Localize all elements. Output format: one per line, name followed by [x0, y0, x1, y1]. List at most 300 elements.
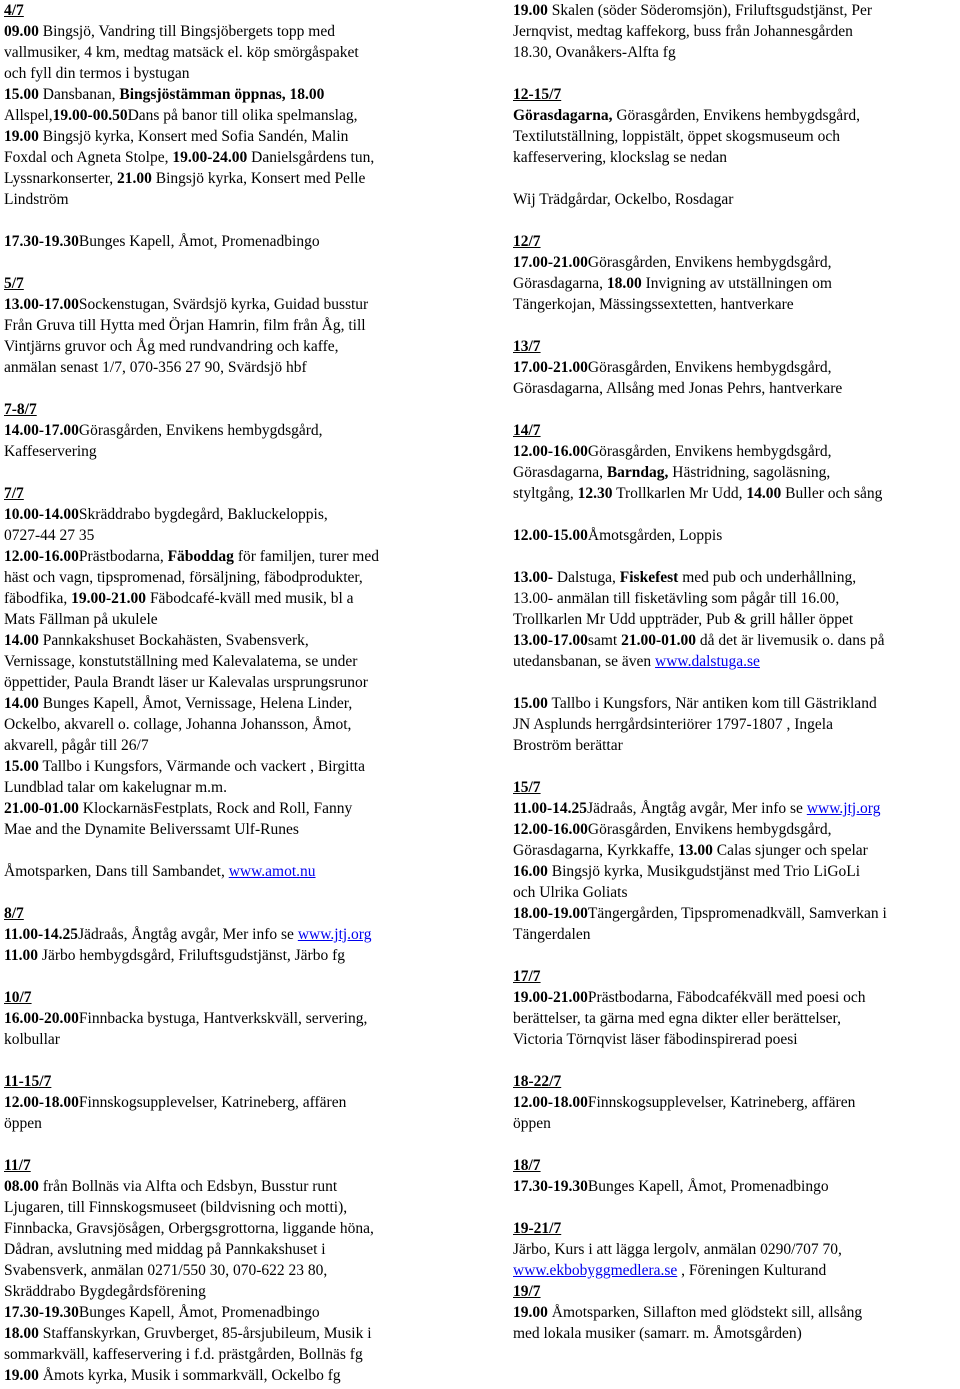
- event-text: och fyll din termos i bystugan: [4, 65, 190, 82]
- time-label: 18.00-19.00: [513, 905, 588, 922]
- event-line: [4, 357, 466, 378]
- web-link[interactable]: www.jtj.org: [806, 800, 881, 817]
- event-text: Görasdagarna,: [513, 464, 607, 481]
- event-line: [4, 1176, 466, 1197]
- event-text: Vintjärns gruvor och Åg med rundvandring och kaffe,: [4, 338, 339, 355]
- event-text: Bingsjö kyrka, Konsert med Pelle: [151, 170, 366, 187]
- event-text: Tängergården, Tipspromenadkväll, Samverkan i: [587, 905, 887, 922]
- event-text: berättelser, ta gärna med egna dikter eller berättelser,: [513, 1010, 841, 1027]
- event-text: Finnskogsupplevelser, Katrineberg, affären: [78, 1094, 347, 1111]
- date-heading: 15/7: [513, 779, 541, 796]
- event-text: styltgång,: [513, 485, 578, 502]
- event-text: Mats Fällman på ukulele: [4, 611, 158, 628]
- event-line: [513, 105, 959, 126]
- spacer: [4, 840, 466, 861]
- time-label: 19.00-24.00: [172, 149, 248, 166]
- event-text: anmälan senast 1/7, 070-356 27 90, Svärdsjö hbf: [4, 359, 307, 376]
- spacer: [4, 462, 466, 483]
- event-line: [513, 798, 959, 819]
- event-line: [513, 462, 959, 483]
- event-line: [513, 861, 959, 882]
- time-label: 19.00: [513, 1304, 548, 1321]
- event-line: [513, 525, 959, 546]
- event-text: Broström berättar: [513, 737, 623, 754]
- spacer: [513, 546, 959, 567]
- event-line: [4, 945, 466, 966]
- event-text: Hästridning, sagoläsning,: [668, 464, 831, 481]
- event-line: [4, 777, 466, 798]
- event-text: vallmusiker, 4 km, medtag matsäck el. köp smörgåspaket: [4, 44, 359, 61]
- event-line: [513, 567, 959, 588]
- event-line: [4, 1323, 466, 1344]
- event-line: [4, 924, 466, 945]
- time-label: 10.00-14.00: [4, 506, 79, 523]
- event-text: Från Gruva till Hytta med Örjan Hamrin, film från Åg, till: [4, 317, 366, 334]
- spacer: [513, 399, 959, 420]
- event-line: [513, 714, 959, 735]
- event-line: [4, 315, 466, 336]
- event-text: Fäbodcafé-kväll med musik, bl a: [146, 590, 354, 607]
- event-line: [513, 294, 959, 315]
- event-line: [4, 609, 466, 630]
- event-text: Åmotsparken, Sillafton med glödstekt sill, allsång: [547, 1304, 863, 1321]
- event-block: [513, 1155, 959, 1197]
- event-text: Jernqvist, medtag kaffekorg, buss från Johannesgården: [513, 23, 853, 40]
- event-line: [4, 651, 466, 672]
- date-heading: 13/7: [513, 338, 541, 355]
- event-text: Prästbodarna,: [78, 548, 168, 565]
- event-block: [513, 0, 959, 63]
- spacer: [4, 882, 466, 903]
- event-block: [513, 336, 959, 399]
- time-label: 18.00: [606, 275, 642, 292]
- event-line: [4, 1344, 466, 1365]
- event-line: [513, 378, 959, 399]
- event-text: öppen: [513, 1115, 551, 1132]
- event-block: [4, 273, 466, 378]
- event-line: [4, 84, 466, 105]
- event-line: [4, 441, 466, 462]
- event-line: [4, 147, 466, 168]
- event-text: Tallbo i Kungsfors, Värmande och vackert , Birgitta: [38, 758, 365, 775]
- event-text: öppettider, Paula Brandt läser ur Kalevalas ursprungsrunor: [4, 674, 368, 691]
- time-label: 12.00-18.00: [4, 1094, 79, 1111]
- spacer: [4, 1134, 466, 1155]
- time-label: 21.00-01.00: [4, 800, 79, 817]
- event-line: [513, 609, 959, 630]
- event-text: Lindström: [4, 191, 69, 208]
- spacer: [513, 63, 959, 84]
- event-text: Görasdagarna, Kyrkkaffe,: [513, 842, 678, 859]
- event-text: Görasgården, Envikens hembygdsgård,: [587, 821, 832, 838]
- time-label: 17.00-21.00: [513, 359, 588, 376]
- spacer: [4, 966, 466, 987]
- date-heading: 18-22/7: [513, 1073, 562, 1090]
- event-line: [4, 294, 466, 315]
- event-text: Foxdal och Agneta Stolpe,: [4, 149, 173, 166]
- event-text: Dans på banor till olika spelmanslag,: [127, 107, 358, 124]
- event-line: [513, 840, 959, 861]
- event-line: [4, 63, 466, 84]
- time-label: 17.30-19.30: [4, 1304, 79, 1321]
- event-text: Svabensverk, anmälan 0271/550 30, 070-622 23 80,: [4, 1262, 328, 1279]
- time-label: 16.00-20.00: [4, 1010, 79, 1027]
- date-heading: 11-15/7: [4, 1073, 52, 1090]
- event-block: [513, 189, 959, 210]
- event-text: Görasgården, Envikens hembygdsgård,: [78, 422, 323, 439]
- web-link[interactable]: www.ekbobyggmedlera.se: [513, 1262, 678, 1279]
- event-text: då det är livemusik o. dans på: [696, 632, 885, 649]
- event-line: [4, 588, 466, 609]
- event-text: Skalen (söder Söderomsjön), Friluftsgudstjänst, Per: [547, 2, 873, 19]
- event-text: Invigning av utställningen om: [641, 275, 832, 292]
- event-line: [4, 1197, 466, 1218]
- event-text: Åmotsparken, Dans till Sambandet,: [4, 863, 229, 880]
- event-line: [513, 441, 959, 462]
- event-text: Textilutställning, loppistält, öppet skogsmuseum och: [513, 128, 840, 145]
- event-block: [513, 1281, 959, 1344]
- event-text: akvarell, pågår till 26/7: [4, 737, 149, 754]
- date-heading: 7-8/7: [4, 401, 37, 418]
- time-label: 18.00: [4, 1325, 39, 1342]
- event-line: [4, 1113, 466, 1134]
- event-text: Finnskogsupplevelser, Katrineberg, affären: [587, 1094, 856, 1111]
- date-heading: 12/7: [513, 233, 541, 250]
- event-block: [513, 777, 959, 945]
- time-label: 12.00-15.00: [513, 527, 588, 544]
- time-label: 12.00-18.00: [513, 1094, 588, 1111]
- event-text: Finnbacka, Gravsjösågen, Orbergsgrottorna, liggande höna,: [4, 1220, 374, 1237]
- time-label: 21.00: [117, 170, 152, 187]
- event-line: [513, 357, 959, 378]
- time-label: 17.30-19.30: [4, 233, 79, 250]
- event-line: [513, 273, 959, 294]
- event-text: Tallbo i Kungsfors, När antiken kom till Gästrikland: [547, 695, 877, 712]
- event-line: [4, 1365, 466, 1386]
- event-line: [4, 546, 466, 567]
- event-block: [4, 483, 466, 840]
- time-label: 13.00-17.00: [4, 296, 79, 313]
- spacer: [513, 1134, 959, 1155]
- spacer: [513, 1197, 959, 1218]
- date-heading: 7/7: [4, 485, 24, 502]
- event-block: [4, 861, 466, 882]
- event-line: [513, 1176, 959, 1197]
- date-heading: 14/7: [513, 422, 541, 439]
- event-line: [4, 861, 466, 882]
- event-line: [4, 798, 466, 819]
- event-block: [513, 1071, 959, 1134]
- event-text: Wij Trädgårdar, Ockelbo, Rosdagar: [513, 191, 734, 208]
- time-label: 14.00: [4, 695, 39, 712]
- event-text: med lokala musiker (samarr. m. Åmotsgården): [513, 1325, 802, 1342]
- right-column: [513, 0, 959, 1344]
- event-block: [513, 1218, 959, 1281]
- time-label: 19.00: [4, 128, 39, 145]
- event-text: 18.30, Ovanåkers-Alfta fg: [513, 44, 676, 61]
- date-heading: 17/7: [513, 968, 541, 985]
- time-label: 19.00-21.00: [513, 989, 588, 1006]
- time-label: 16.00: [513, 863, 548, 880]
- event-text: Buller och sång: [781, 485, 883, 502]
- time-label: 12.00-16.00: [4, 548, 79, 565]
- event-line: [513, 903, 959, 924]
- event-text: Tängerdalen: [513, 926, 591, 943]
- event-line: [4, 1260, 466, 1281]
- time-label: 12.00-16.00: [513, 443, 588, 460]
- event-line: [4, 693, 466, 714]
- spacer: [513, 315, 959, 336]
- event-line: [4, 672, 466, 693]
- event-text: , Föreningen Kulturand: [677, 1262, 827, 1279]
- event-line: [513, 1260, 959, 1281]
- event-line: [4, 1029, 466, 1050]
- event-text: Danielsgårdens tun,: [247, 149, 375, 166]
- date-heading: 8/7: [4, 905, 24, 922]
- event-text: för familjen, turer med: [233, 548, 379, 565]
- event-block: [513, 525, 959, 546]
- time-label: 15.00: [4, 758, 39, 775]
- event-text: Vernissage, konstutställning med Kalevalatema, se under: [4, 653, 358, 670]
- event-text: samt: [587, 632, 622, 649]
- event-text: Ockelbo, akvarell o. collage, Johanna Johansson, Åmot,: [4, 716, 352, 733]
- event-line: [4, 1092, 466, 1113]
- event-line: [513, 1029, 959, 1050]
- event-text: Pannkakshuset Bockahästen, Svabensverk,: [38, 632, 309, 649]
- event-block: [4, 231, 466, 252]
- event-text: Skräddrabo Bygdegårdsförening: [4, 1283, 206, 1300]
- event-block: [513, 420, 959, 504]
- event-text: Bingsjö, Vandring till Bingsjöbergets topp med: [38, 23, 335, 40]
- event-line: [513, 588, 959, 609]
- time-label: 13.00-17.00: [513, 632, 588, 649]
- date-heading: 4/7: [4, 2, 24, 19]
- time-label: 12.00-16.00: [513, 821, 588, 838]
- time-label: 19.00-00.50: [52, 107, 128, 124]
- event-text: Bunges Kapell, Åmot, Promenadbingo: [78, 1304, 320, 1321]
- time-label: Görasdagarna,: [513, 107, 613, 124]
- event-line: [513, 483, 959, 504]
- time-label: 13.00-: [513, 569, 554, 586]
- event-text: öppen: [4, 1115, 42, 1132]
- event-line: [4, 1302, 466, 1323]
- event-line: [513, 819, 959, 840]
- event-line: [513, 693, 959, 714]
- event-line: [513, 735, 959, 756]
- date-heading: 12-15/7: [513, 86, 562, 103]
- event-line: [513, 1239, 959, 1260]
- event-line: [513, 1008, 959, 1029]
- event-text: Bingsjö kyrka, Konsert med Sofia Sandén, Malin: [38, 128, 349, 145]
- event-text: KlockarnäsFestplats, Rock and Roll, Fanny: [78, 800, 353, 817]
- event-text: Görasdagarna, Allsång med Jonas Pehrs, hantverkare: [513, 380, 843, 397]
- spacer: [4, 252, 466, 273]
- event-block: [4, 1071, 466, 1134]
- event-line: [4, 735, 466, 756]
- event-text: Bunges Kapell, Åmot, Promenadbingo: [587, 1178, 829, 1195]
- event-line: [513, 126, 959, 147]
- event-text: 0727-44 27 35: [4, 527, 95, 544]
- event-text: Prästbodarna, Fäbodcafékväll med poesi och: [587, 989, 866, 1006]
- date-heading: 10/7: [4, 989, 32, 1006]
- event-line: [513, 987, 959, 1008]
- event-text: Allspel,: [4, 107, 53, 124]
- event-text: med pub och underhållning,: [678, 569, 857, 586]
- time-label: 14.00: [746, 485, 782, 502]
- time-label: 17.30-19.30: [513, 1178, 588, 1195]
- event-line: [513, 1113, 959, 1134]
- event-text: Skräddrabo bygdegård, Bakluckeloppis,: [78, 506, 328, 523]
- time-label: 09.00: [4, 23, 39, 40]
- spacer: [513, 756, 959, 777]
- event-block: [513, 231, 959, 315]
- time-label: Fiskefest: [619, 569, 679, 586]
- time-label: Fäboddag: [167, 548, 234, 565]
- event-text: Lyssnarkonserter,: [4, 170, 118, 187]
- event-line: [4, 630, 466, 651]
- event-line: [4, 525, 466, 546]
- event-block: [513, 84, 959, 168]
- event-block: [4, 0, 466, 210]
- event-line: [513, 924, 959, 945]
- time-label: 11.00-14.25: [513, 800, 588, 817]
- event-line: [513, 1302, 959, 1323]
- event-block: [513, 693, 959, 756]
- event-text: 13.00- anmälan till fisketävling som pågår till 16.00,: [513, 590, 840, 607]
- event-line: [4, 126, 466, 147]
- event-line: [4, 1008, 466, 1029]
- spacer: [513, 672, 959, 693]
- event-text: Finnbacka bystuga, Hantverkskväll, servering,: [78, 1010, 368, 1027]
- time-label: 19.00-21.00: [71, 590, 147, 607]
- web-link[interactable]: www.jtj.org: [297, 926, 372, 943]
- event-text: Kaffeservering: [4, 443, 97, 460]
- event-text: Dådran, avslutning med middag på Pannkakshuset i: [4, 1241, 326, 1258]
- event-line: [513, 630, 959, 651]
- event-text: Jädraås, Ångtåg avgår, Mer info se: [587, 800, 807, 817]
- event-text: kolbullar: [4, 1031, 60, 1048]
- event-text: Åmots kyrka, Musik i sommarkväll, Ockelbo fg: [38, 1367, 341, 1384]
- event-line: [513, 147, 959, 168]
- event-text: Järbo, Kurs i att lägga lergolv, anmälan 0290/707 70,: [513, 1241, 842, 1258]
- event-text: sommarkväll, kaffeservering i f.d. prästgården, Bollnäs fg: [4, 1346, 363, 1363]
- event-text: Victoria Törnqvist läser fäbodinspirerad poesi: [513, 1031, 798, 1048]
- time-label: 21.00-01.00: [621, 632, 696, 649]
- event-line: [4, 1281, 466, 1302]
- event-text: Lundblad talar om kakelugnar m.m.: [4, 779, 227, 796]
- event-text: från Bollnäs via Alfta och Edsbyn, Busstur runt: [38, 1178, 338, 1195]
- date-heading: 5/7: [4, 275, 24, 292]
- event-text: kaffeservering, klockslag se nedan: [513, 149, 728, 166]
- date-heading: 19-21/7: [513, 1220, 562, 1237]
- event-text: Åmotsgården, Loppis: [587, 527, 723, 544]
- event-text: Jädraås, Ångtåg avgår, Mer info se: [78, 926, 298, 943]
- event-line: [4, 420, 466, 441]
- event-line: [513, 651, 959, 672]
- time-label: 19.00: [513, 2, 548, 19]
- event-line: [513, 882, 959, 903]
- time-label: 13.00: [677, 842, 713, 859]
- event-line: [4, 714, 466, 735]
- time-label: 12.30: [577, 485, 613, 502]
- event-text: Dalstuga,: [553, 569, 620, 586]
- event-block: [4, 1155, 466, 1386]
- event-line: [513, 1092, 959, 1113]
- event-text: Staffanskyrkan, Gruvberget, 85-årsjubileum, Musik i: [38, 1325, 372, 1342]
- event-line: [4, 504, 466, 525]
- event-line: [4, 105, 466, 126]
- event-text: Görasdagarna,: [513, 275, 607, 292]
- spacer: [513, 1050, 959, 1071]
- event-text: Dansbanan,: [38, 86, 120, 103]
- event-text: Sockenstugan, Svärdsjö kyrka, Guidad busstur: [78, 296, 369, 313]
- spacer: [4, 378, 466, 399]
- spacer: [4, 210, 466, 231]
- event-text: häst och vagn, tipspromenad, försäljning, fäbodprodukter,: [4, 569, 363, 586]
- event-line: [4, 189, 466, 210]
- event-line: [4, 336, 466, 357]
- event-line: [4, 1239, 466, 1260]
- date-heading: 11/7: [4, 1157, 31, 1174]
- event-line: [513, 252, 959, 273]
- event-text: Mae and the Dynamite Beliverssamt Ulf-Runes: [4, 821, 299, 838]
- event-text: Bunges Kapell, Åmot, Promenadbingo: [78, 233, 320, 250]
- event-text: Bingsjö kyrka, Musikgudstjänst med Trio LiGoLi: [547, 863, 861, 880]
- event-block: [513, 966, 959, 1050]
- web-link[interactable]: www.amot.nu: [228, 863, 316, 880]
- event-line: [513, 0, 959, 21]
- time-label: 15.00: [4, 86, 39, 103]
- time-label: 17.00-21.00: [513, 254, 588, 271]
- spacer: [4, 1050, 466, 1071]
- event-block: [4, 399, 466, 462]
- time-label: 08.00: [4, 1178, 39, 1195]
- event-text: JN Asplunds herrgårdsinteriörer 1797-1807 , Ingela: [513, 716, 833, 733]
- event-text: Calas sjunger och spelar: [712, 842, 868, 859]
- spacer: [513, 945, 959, 966]
- event-line: [4, 231, 466, 252]
- event-text: och Ulrika Goliats: [513, 884, 628, 901]
- event-text: Järbo hembygdsgård, Friluftsgudstjänst, Järbo fg: [38, 947, 345, 964]
- event-text: Trollkarlen Mr Udd uppträder, Pub & grill håller öppet: [513, 611, 854, 628]
- event-text: Trollkarlen Mr Udd,: [612, 485, 747, 502]
- event-block: [4, 987, 466, 1050]
- time-label: 15.00: [513, 695, 548, 712]
- event-line: [4, 819, 466, 840]
- time-label: Barndag,: [606, 464, 669, 481]
- event-text: Tängerkojan, Mässingssextetten, hantverkare: [513, 296, 794, 313]
- event-line: [4, 42, 466, 63]
- event-text: Görasgården, Envikens hembygdsgård,: [612, 107, 860, 124]
- event-text: utedansbanan, se även: [513, 653, 656, 670]
- time-label: 11.00-14.25: [4, 926, 79, 943]
- spacer: [513, 504, 959, 525]
- web-link[interactable]: www.dalstuga.se: [655, 653, 760, 670]
- event-block: [513, 567, 959, 672]
- event-text: Görasgården, Envikens hembygdsgård,: [587, 254, 832, 271]
- spacer: [513, 210, 959, 231]
- left-column: [4, 0, 466, 1386]
- time-label: 14.00-17.00: [4, 422, 79, 439]
- event-line: [513, 21, 959, 42]
- time-label: 14.00: [4, 632, 39, 649]
- event-line: [513, 189, 959, 210]
- event-line: [513, 1323, 959, 1344]
- event-text: Bunges Kapell, Åmot, Vernissage, Helena Linder,: [38, 695, 353, 712]
- time-label: 19.00: [4, 1367, 39, 1384]
- event-line: [4, 168, 466, 189]
- event-text: Görasgården, Envikens hembygdsgård,: [587, 359, 832, 376]
